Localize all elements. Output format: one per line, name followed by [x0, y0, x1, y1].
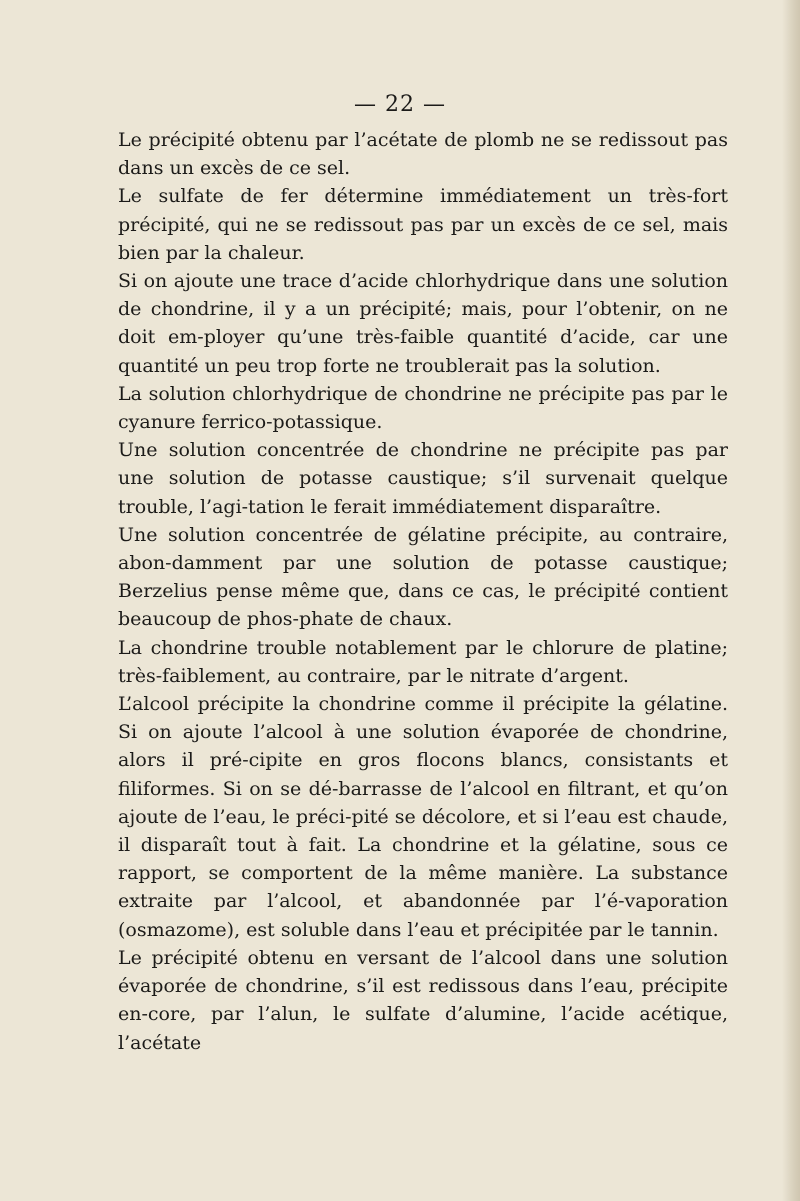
body-text — [118, 126, 728, 1057]
paragraph-6: Une solution concentrée de gélatine précipite, au contraire, abon-damment par une solution de potasse caustique; Berzelius pense même que, dans ce cas, le précipité contient beaucoup de phos-phate de chaux. — [118, 523, 728, 631]
paragraph-1: Le précipité obtenu par l’acétate de plomb ne se redissout pas dans un excès de ce sel. — [118, 129, 728, 180]
paragraph-7: La chondrine trouble notablement par le chlorure de platine; très-faiblement, au contraire, par le nitrate d’argent. — [118, 636, 728, 687]
page-number: — 22 — — [354, 92, 446, 117]
page-edge-shadow — [782, 0, 800, 1201]
paragraph-4: La solution chlorhydrique de chondrine ne précipite pas par le cyanure ferrico-potassique. — [118, 382, 728, 434]
paragraph-2: Le sulfate de fer détermine immédiatement un très-fort précipité, qui ne se redissout pas par un excès de ce sel, mais bien par la chaleur. — [118, 185, 728, 264]
paragraph-8: L’alcool précipite la chondrine comme il précipite la gélatine. Si on ajoute l’alcool à une solution évaporée de chondrine, alors il pré-cipite en gros flocons blancs, consistants et filiformes. Si on se dé-barrasse de l’alcool en filtrant, et qu’on ajoute de l’eau, le préci-pité se décolore, et si l’eau est chaude, il disparaît tout à fait. La chondrine et la gélatine, sous ce rapport, se comportent de la même manière. La substance extraite par l’alcool, et abandonnée par l’é-vaporation (osmazome), est soluble dans l’eau et précipitée par le tannin. — [118, 693, 728, 941]
paragraph-9: Le précipité obtenu en versant de l’alcool dans une solution évaporée de chondrine, s’il est redissous dans l’eau, précipite en-core, par l’alun, le sulfate d’alumine, l’acide acétique, l’acétate — [118, 946, 728, 1054]
paragraph-5: Une solution concentrée de chondrine ne précipite pas par une solution de potasse caustique; s’il survenait quelque trouble, l’agi-tation le ferait immédiatement disparaître. — [118, 439, 728, 518]
paragraph-3: Si on ajoute une trace d’acide chlorhydrique dans une solution de chondrine, il y a un précipité; mais, pour l’obtenir, on ne doit em-ployer qu’une très-faible quantité d’acide, car une quantité un peu trop forte ne troublerait pas la solution. — [118, 270, 728, 377]
